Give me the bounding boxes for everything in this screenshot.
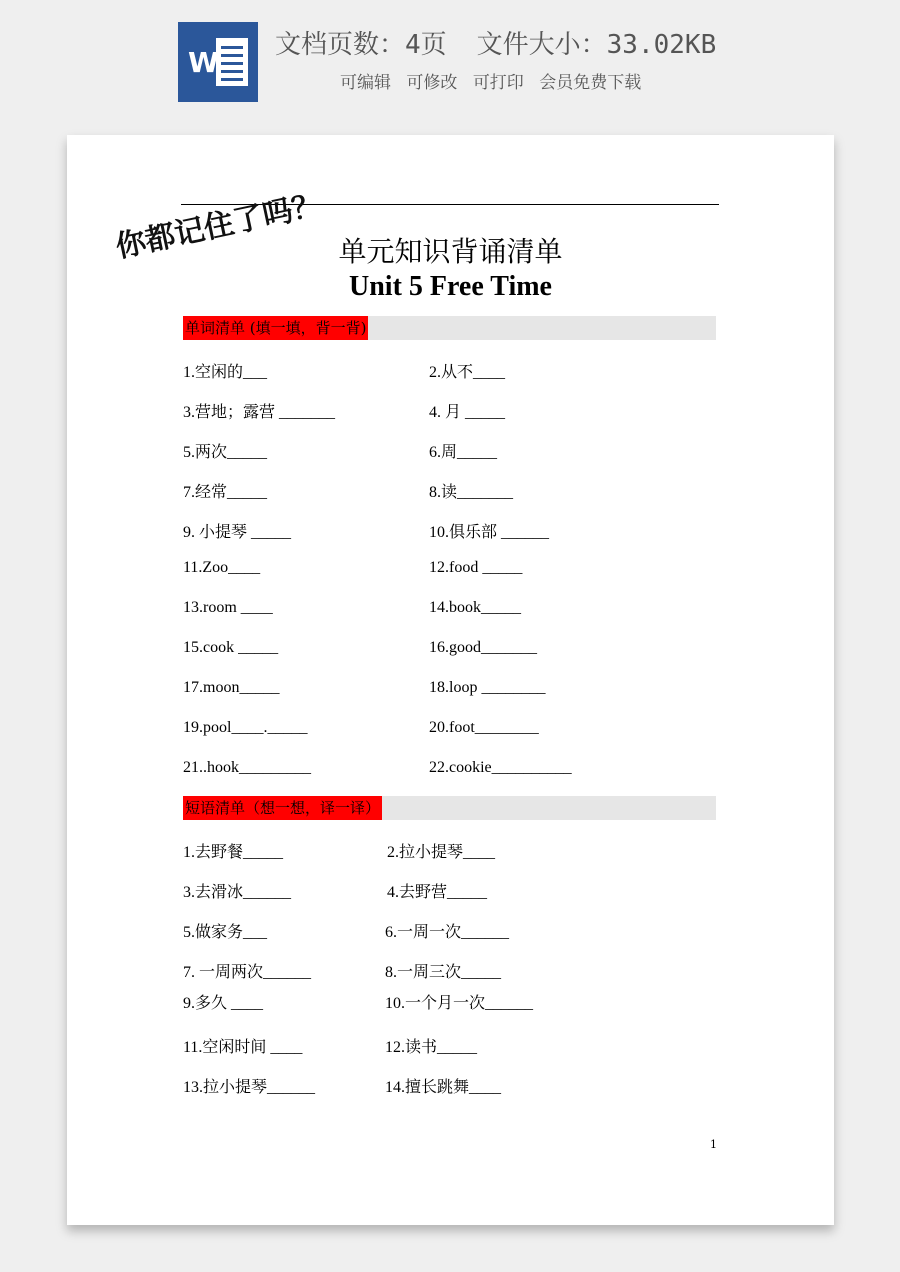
phrase-item: 6.一周一次______ — [385, 924, 510, 941]
vocab-item: 1.空闲的___ — [183, 364, 268, 381]
vocab-section-label: 单词清单 (填一填，背一背) — [183, 316, 368, 340]
vocab-item: 7.经常_____ — [183, 484, 268, 501]
page-number: 1 — [710, 1138, 717, 1151]
phrase-item: 10.一个月一次______ — [385, 995, 534, 1012]
vocab-item: 6.周_____ — [429, 444, 498, 461]
feature-free-download: 会员免费下载 — [539, 73, 642, 93]
phrase-section-bar — [183, 796, 716, 820]
word-letter: W — [188, 46, 219, 79]
vocab-item: 5.两次_____ — [183, 444, 268, 461]
word-document-icon — [178, 22, 258, 102]
document-lines-icon — [216, 38, 248, 86]
phrase-item: 12.读书_____ — [385, 1039, 478, 1056]
feature-printable: 可打印 — [472, 73, 524, 93]
vocab-item: 8.读_______ — [429, 484, 514, 501]
vocab-item: 22.cookie__________ — [429, 759, 572, 776]
feature-list — [340, 68, 651, 93]
phrase-item: 7. 一周两次______ — [183, 964, 312, 981]
page-title-cn: 单元知识背诵清单 — [338, 235, 563, 268]
phrase-section-label: 短语清单（想一想，译一译） — [183, 796, 382, 820]
phrase-item: 13.拉小提琴______ — [183, 1079, 316, 1096]
file-size: 文件大小：33.02KB — [476, 30, 717, 60]
vocab-item: 2.从不____ — [429, 364, 506, 381]
vocab-section-bar — [183, 316, 716, 340]
vocab-item: 13.room ____ — [183, 599, 273, 616]
vocab-item: 19.pool____._____ — [183, 719, 308, 736]
vocab-item: 4. 月 _____ — [429, 404, 506, 421]
phrase-item: 3.去滑冰______ — [183, 884, 292, 901]
phrase-item: 1.去野餐_____ — [183, 844, 284, 861]
page-title-en: Unit 5 Free Time — [349, 271, 552, 302]
page-count: 文档页数：4页 — [275, 30, 447, 60]
phrase-item: 14.擅长跳舞____ — [385, 1079, 502, 1096]
vocab-item: 20.foot________ — [429, 719, 539, 736]
phrase-item: 5.做家务___ — [183, 924, 268, 941]
vocab-item: 21..hook_________ — [183, 759, 311, 776]
phrase-item: 9.多久 ____ — [183, 995, 264, 1012]
file-info — [275, 24, 716, 61]
download-header — [0, 0, 900, 120]
vocab-item: 11.Zoo____ — [183, 559, 261, 576]
phrase-item: 11.空闲时间 ____ — [183, 1039, 303, 1056]
vocab-item: 14.book_____ — [429, 599, 521, 616]
document-page — [67, 135, 834, 1225]
feature-editable: 可编辑 — [340, 73, 391, 93]
vocab-item: 12.food _____ — [429, 559, 523, 576]
reminder-stamp: 你都记住了吗？ — [112, 187, 326, 266]
vocab-item: 3.营地；露营 _______ — [183, 404, 336, 421]
phrase-item: 8.一周三次_____ — [385, 964, 502, 981]
vocab-item: 16.good_______ — [429, 639, 537, 656]
vocab-item: 9. 小提琴 _____ — [183, 524, 292, 541]
vocab-item: 18.loop ________ — [429, 679, 546, 696]
feature-modifiable: 可修改 — [406, 73, 458, 93]
vocab-item: 17.moon_____ — [183, 679, 280, 696]
vocab-item: 10.俱乐部 ______ — [429, 524, 550, 541]
phrase-item: 4.去野营_____ — [387, 884, 488, 901]
phrase-item: 2.拉小提琴____ — [387, 844, 496, 861]
vocab-item: 15.cook _____ — [183, 639, 279, 656]
